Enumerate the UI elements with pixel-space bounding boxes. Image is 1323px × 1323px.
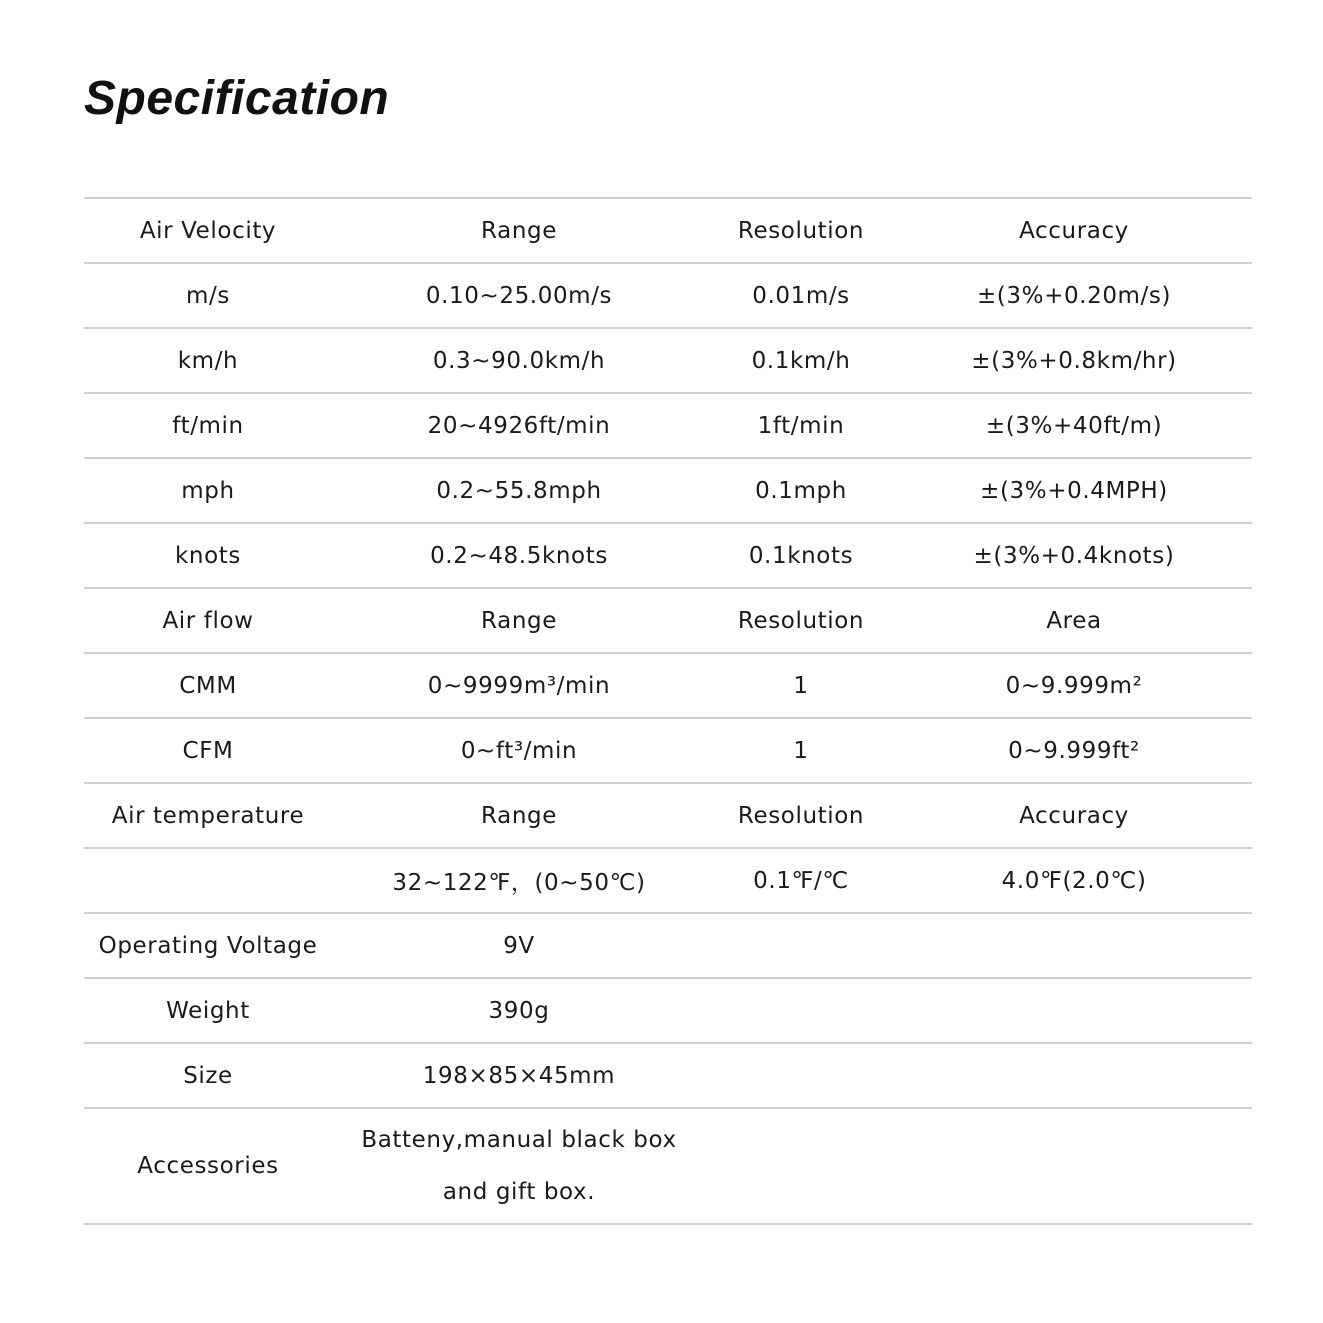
table-cell-range: Range (481, 607, 557, 634)
table-cell-resolution: 0.01m/s (752, 282, 850, 309)
table-row (84, 263, 1252, 328)
table-cell-parameter: mph (181, 477, 235, 504)
accessories-value (332, 1108, 706, 1224)
table-cell-parameter: Air flow (162, 607, 254, 634)
table-cell-accuracy: 0~9.999ft² (1008, 737, 1140, 764)
table-cell-accuracy: 0~9.999m² (1005, 672, 1143, 699)
table-cell-accuracy: ±(3%+0.4MPH) (980, 477, 1168, 504)
table-cell-resolution: Resolution (737, 607, 865, 634)
table-cell-resolution (706, 978, 896, 1043)
table-cell-range: 0.2~48.5knots (430, 542, 608, 569)
page-title: Specification (84, 72, 390, 125)
table-row (84, 588, 1252, 653)
table-cell-resolution: 1ft/min (757, 412, 845, 439)
table-cell-range: 20~4926ft/min (427, 412, 611, 439)
table-cell-accuracy: ±(3%+0.4knots) (973, 542, 1175, 569)
table-cell-range: Range (481, 802, 557, 829)
table-cell-accuracy: 4.0℉(2.0℃) (1001, 867, 1147, 894)
table-cell-accuracy (896, 913, 1252, 978)
table-cell-parameter (84, 848, 332, 913)
table-cell-parameter: CMM (179, 672, 237, 699)
table-cell-accuracy: ±(3%+0.20m/s) (976, 282, 1172, 309)
table-row (84, 393, 1252, 458)
table-cell-resolution: 0.1mph (755, 477, 847, 504)
table-cell-resolution: Resolution (737, 217, 865, 244)
table-row (84, 978, 1252, 1043)
table-cell-range: 9V (503, 932, 535, 959)
table-cell-parameter: ft/min (172, 412, 244, 439)
table-cell-accuracy (896, 1043, 1252, 1108)
table-cell-accuracy: ±(3%+0.8km/hr) (971, 347, 1177, 374)
table-cell-empty (706, 1108, 896, 1224)
table-cell-resolution (706, 913, 896, 978)
table-cell-parameter: Air Velocity (139, 217, 277, 244)
table-cell-accuracy: Area (1046, 607, 1102, 634)
table-row (84, 783, 1252, 848)
table-cell-resolution: 0.1knots (748, 542, 854, 569)
table-cell-parameter: m/s (186, 282, 230, 309)
table-row-accessories (84, 1108, 1252, 1224)
accessories-line-2: and gift box. (442, 1179, 596, 1205)
table-cell-parameter: Operating Voltage (98, 932, 318, 959)
table-cell-range: 0.2~55.8mph (436, 477, 602, 504)
table-cell-resolution: 0.1℉/℃ (753, 867, 849, 894)
table-cell-resolution: 1 (793, 672, 809, 699)
table-row (84, 1043, 1252, 1108)
table-row (84, 848, 1252, 913)
table-cell-range: 0~9999m³/min (427, 672, 611, 699)
table-cell-range: 0.3~90.0km/h (432, 347, 606, 374)
table-cell-resolution: 1 (793, 737, 809, 764)
table-cell-range: Range (481, 217, 557, 244)
table-cell-resolution (706, 1043, 896, 1108)
table-cell-parameter: CFM (182, 737, 234, 764)
table-cell-parameter: Size (183, 1062, 233, 1089)
table-row (84, 913, 1252, 978)
accessories-label: Accessories (137, 1153, 279, 1179)
specification-table-body (84, 198, 1252, 1224)
table-cell-accuracy: Accuracy (1019, 217, 1129, 244)
table-cell-parameter: Air temperature (111, 802, 305, 829)
table-cell-range: 198×85×45mm (422, 1062, 616, 1089)
table-row (84, 653, 1252, 718)
table-row (84, 328, 1252, 393)
table-cell-resolution: 0.1km/h (751, 347, 851, 374)
table-cell-parameter: knots (175, 542, 241, 569)
table-row (84, 718, 1252, 783)
table-cell-empty (896, 1108, 1252, 1224)
table-row (84, 198, 1252, 263)
table-cell-parameter: km/h (177, 347, 239, 374)
table-cell-range: 0~ft³/min (460, 737, 578, 764)
table-cell-range: 390g (488, 997, 550, 1024)
accessories-line-1: Batteny,manual black box (361, 1127, 677, 1153)
table-row (84, 523, 1252, 588)
table-cell-parameter: Weight (166, 997, 250, 1024)
table-cell-range: 32~122℉，(0~50℃) (392, 870, 646, 896)
table-row (84, 458, 1252, 523)
table-cell-resolution: Resolution (737, 802, 865, 829)
table-cell-accuracy (896, 978, 1252, 1043)
specification-table (84, 197, 1252, 1225)
table-cell-range: 0.10~25.00m/s (425, 282, 613, 309)
table-cell-accuracy: ±(3%+40ft/m) (985, 412, 1163, 439)
table-cell-accuracy: Accuracy (1019, 802, 1129, 829)
